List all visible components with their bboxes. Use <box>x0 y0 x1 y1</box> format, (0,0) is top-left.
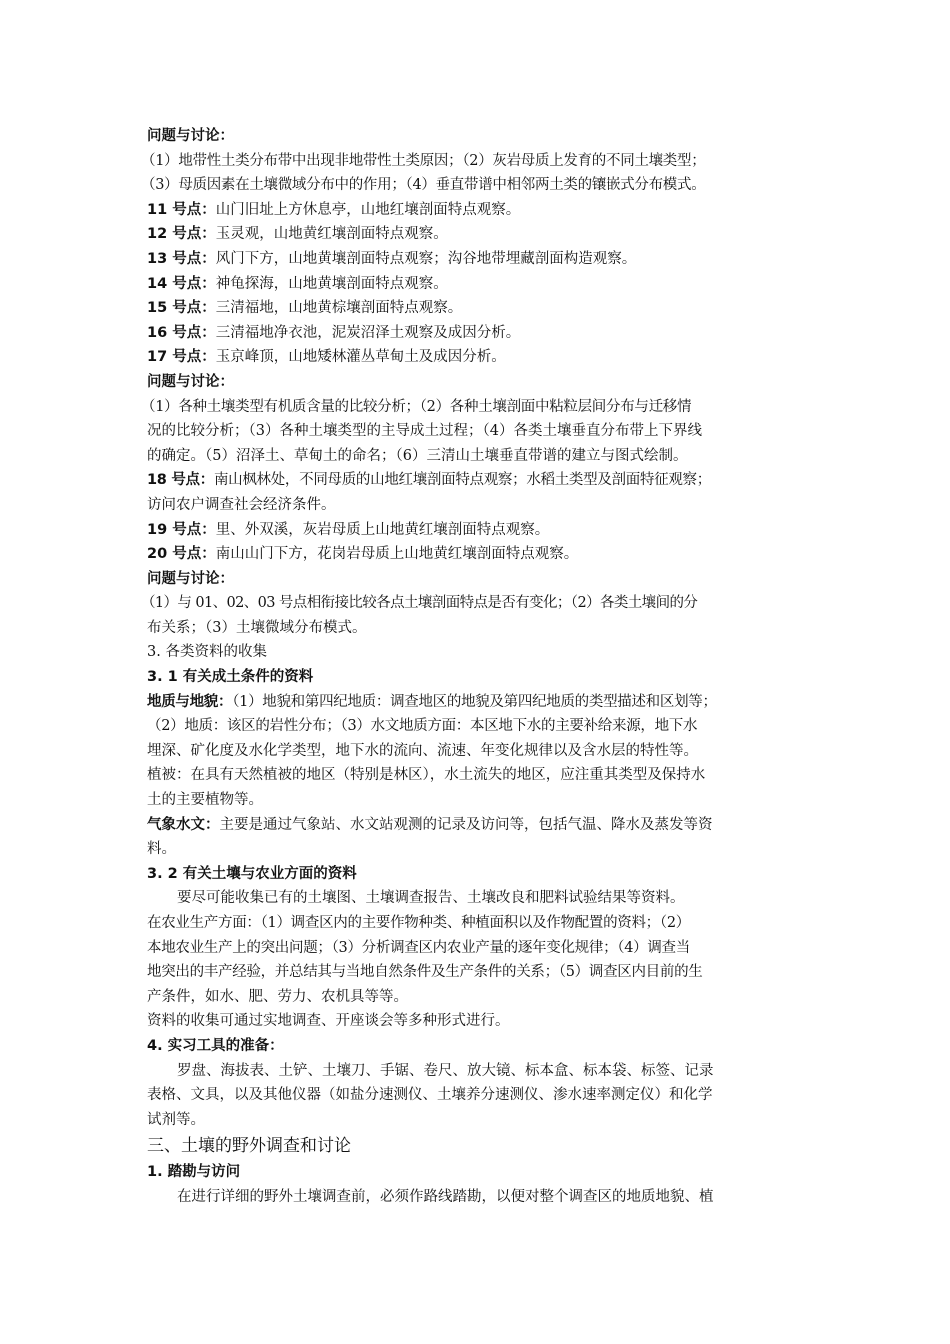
point-text: 南山山门下方，花岗岩母质上山地黄红壤剖面特点观察。 <box>215 546 579 563</box>
discussion-3-line-2: 布关系；（3）土壤微域分布模式。 <box>147 619 367 636</box>
point-12 <box>147 222 813 247</box>
point-text: 玉灵观，山地黄红壤剖面特点观察。 <box>215 226 448 243</box>
collection-note: 资料的收集可通过实地调查、开座谈会等多种形式进行。 <box>147 1013 510 1030</box>
point-label: 20 号点： <box>147 546 216 563</box>
document-page <box>141 124 813 1210</box>
discussion-3-line-1: （1）与 01、02、03 号点相衔接比较各点土壤剖面特点是否有变化；（2）各类土壤间的分 <box>141 595 698 612</box>
point-11 <box>147 198 813 223</box>
section-3-1-heading: 3. 1 有关成土条件的资料 <box>147 669 314 686</box>
discussion-2-line-2: 况的比较分析；（3）各种土壤类型的主导成土过程；（4）各类土壤垂直分布带上下界线 <box>147 423 702 440</box>
point-20 <box>147 542 813 567</box>
point-label: 14 号点： <box>147 275 216 292</box>
point-text: 玉京峰顶，山地矮林灌丛草甸土及成因分析。 <box>215 349 506 366</box>
discussion-heading-3: 问题与讨论： <box>147 570 234 587</box>
agriculture-line-4: 产条件，如水、肥、劳力、农机具等等。 <box>147 988 408 1005</box>
climate-line-2: 料。 <box>147 841 176 858</box>
point-text: 三清福地，山地黄棕壤剖面特点观察。 <box>215 300 463 317</box>
climate-text: 主要是通过气象站、水文站观测的记录及访问等，包括气温、降水及蒸发等资 <box>219 816 713 833</box>
vegetation-line-2: 土的主要植物等。 <box>147 792 263 809</box>
chapter-3-heading: 三、土壤的野外调查和讨论 <box>147 1136 351 1157</box>
geology-line-2: （2）地质：该区的岩性分布；（3）水文地质方面：本区地下水的主要补给来源，地下水 <box>147 718 698 735</box>
point-text: 风门下方，山地黄壤剖面特点观察；沟谷地带埋藏剖面构造观察。 <box>215 250 637 267</box>
section-3-heading: 3. 各类资料的收集 <box>147 644 267 661</box>
point-label: 19 号点： <box>147 521 216 538</box>
point-text: 里、外双溪，灰岩母质上山地黄红壤剖面特点观察。 <box>215 521 550 538</box>
point-15 <box>147 296 813 321</box>
point-label: 16 号点： <box>147 324 216 341</box>
section-3-2-heading: 3. 2 有关土壤与农业方面的资料 <box>147 865 357 882</box>
point-text: 南山枫林处，不同母质的山地红壤剖面特点观察；水稻土类型及剖面特征观察； <box>213 472 711 489</box>
climate-label: 气象水文： <box>147 816 220 833</box>
tools-line-2: 表格、文具，以及其他仪器（如盐分速测仪、土壤养分速测仪、渗水速率测定仪）和化学 <box>147 1087 713 1104</box>
section-4-heading: 4. 实习工具的准备： <box>147 1037 284 1054</box>
point-18-continued: 访问农户调查社会经济条件。 <box>147 496 336 513</box>
agriculture-line-1: 在农业生产方面：（1）调查区内的主要作物种类、种植面积以及作物配置的资料；（2） <box>147 915 690 931</box>
point-14 <box>147 272 813 297</box>
climate-line-1 <box>147 813 813 838</box>
discussion-2-line-3: 的确定。（5）沼泽土、草甸土的命名；（6）三清山土壤垂直带谱的建立与图式绘制。 <box>147 447 688 464</box>
point-16 <box>147 321 813 346</box>
point-label: 13 号点： <box>147 250 216 267</box>
discussion-heading-1: 问题与讨论： <box>147 128 234 144</box>
agriculture-line-2: 本地农业生产上的突出问题；（3）分析调查区内农业产量的逐年变化规律；（4）调查当 <box>147 939 690 956</box>
discussion-heading-2: 问题与讨论： <box>147 373 234 390</box>
survey-paragraph-line-1: 在进行详细的野外土壤调查前，必须作路线踏勘，以便对整个调查区的地质地貌、植 <box>177 1188 714 1205</box>
section-1-heading: 1. 踏勘与访问 <box>147 1164 241 1181</box>
point-text: 山门旧址上方休息亭，山地红壤剖面特点观察。 <box>215 201 521 218</box>
point-18 <box>147 468 813 493</box>
section-3-2-paragraph: 要尽可能收集已有的土壤图、土壤调查报告、土壤改良和肥料试验结果等资料。 <box>177 890 685 907</box>
point-label: 12 号点： <box>147 226 216 243</box>
agriculture-line-3: 地突出的丰产经验，并总结其与当地自然条件及生产条件的关系；（5）调查区内目前的生 <box>147 964 703 981</box>
discussion-1-line-2: （3）母质因素在土壤微域分布中的作用；（4）垂直带谱中相邻两土类的镶嵌式分布模式。 <box>141 177 706 194</box>
point-label: 15 号点： <box>147 300 216 317</box>
point-text: 三清福地净衣池，泥炭沼泽土观察及成因分析。 <box>215 324 521 341</box>
point-13 <box>147 247 813 272</box>
point-19 <box>147 518 813 543</box>
vegetation-line-1: 植被：在具有天然植被的地区（特别是林区），水土流失的地区，应注重其类型及保持水 <box>147 767 706 784</box>
discussion-2-line-1: （1）各种土壤类型有机质含量的比较分析；（2）各种土壤剖面中粘粒层间分布与迁移情 <box>141 398 692 415</box>
point-17 <box>147 345 813 370</box>
point-text: 神龟探海，山地黄壤剖面特点观察。 <box>215 275 448 292</box>
discussion-1-line-1: （1）地带性土类分布带中出现非地带性土类原因；（2）灰岩母质上发育的不同土壤类型； <box>141 152 706 169</box>
tools-line-3: 试剂等。 <box>147 1111 205 1128</box>
point-label: 18 号点： <box>147 472 214 489</box>
point-label: 11 号点： <box>147 201 216 218</box>
tools-line-1: 罗盘、海拔表、土铲、土壤刀、手锯、卷尺、放大镜、标本盒、标本袋、标签、记录 <box>177 1062 714 1079</box>
geology-line-3: 埋深、矿化度及水化学类型，地下水的流向、流速、年变化规律以及含水层的特性等。 <box>147 742 698 759</box>
point-label: 17 号点： <box>147 349 216 366</box>
geology-label: 地质与地貌： <box>147 693 233 710</box>
geology-line-1 <box>147 690 813 715</box>
geology-text: （1）地貌和第四纪地质：调查地区的地貌及第四纪地质的类型描述和区划等； <box>232 693 717 710</box>
